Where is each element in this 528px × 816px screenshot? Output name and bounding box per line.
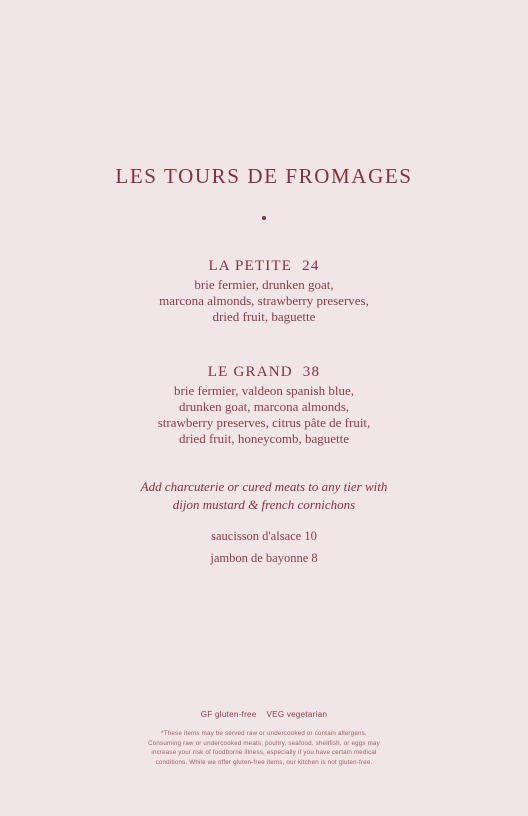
tier-price: 24 <box>302 258 320 274</box>
addon-note-line: dijon mustard & french cornichons <box>172 497 356 512</box>
disclaimer-line: conditions. While we offer gluten-free items, our kitchen is not gluten-free. <box>155 758 373 766</box>
addon-item <box>0 528 528 544</box>
legend-gluten-free: GF gluten-free <box>200 710 257 719</box>
tier-description-line: dried fruit, baguette <box>212 309 316 324</box>
dietary-legend <box>0 710 528 719</box>
tier-description-line: brie fermier, valdeon spanish blue, <box>174 383 354 398</box>
disclaimer-line: increase your risk of foodborne illness, especially if you have certain medical <box>151 749 377 756</box>
tier-le-grand <box>0 364 528 447</box>
legend-vegetarian: VEG vegetarian <box>266 710 328 719</box>
disclaimer-line: *These items may be served raw or undercooked or contain allergens. <box>161 730 367 737</box>
tier-description-line: drunken goat, marcona almonds, <box>178 399 350 414</box>
addon-item <box>0 550 528 566</box>
disclaimer-line: Consuming raw or undercooked meats, poultry, seafood, shellfish, or eggs may <box>148 739 380 747</box>
addon-item-label: saucisson d'alsace 10 <box>211 529 317 543</box>
allergen-disclaimer <box>110 729 418 767</box>
addon-item-label: jambon de bayonne 8 <box>210 551 318 565</box>
tier-description-line: brie fermier, drunken goat, <box>194 277 334 292</box>
tier-description-line: marcona almonds, strawberry preserves, <box>159 293 369 308</box>
tier-description-line: strawberry preserves, citrus pâte de fruit, <box>157 415 371 430</box>
addon-note-line: Add charcuterie or cured meats to any tier with <box>140 479 388 494</box>
divider-dot <box>262 216 266 220</box>
tier-heading <box>0 364 528 381</box>
tier-name: LA PETITE <box>208 258 293 274</box>
addon-note <box>0 478 528 514</box>
tier-description-line: dried fruit, honeycomb, baguette <box>178 431 350 446</box>
tier-price: 38 <box>302 364 321 380</box>
tier-la-petite <box>0 258 528 325</box>
tier-name: LE GRAND <box>207 364 293 380</box>
tier-heading <box>0 258 528 275</box>
menu-title: LES TOURS DE FROMAGES <box>115 164 413 188</box>
